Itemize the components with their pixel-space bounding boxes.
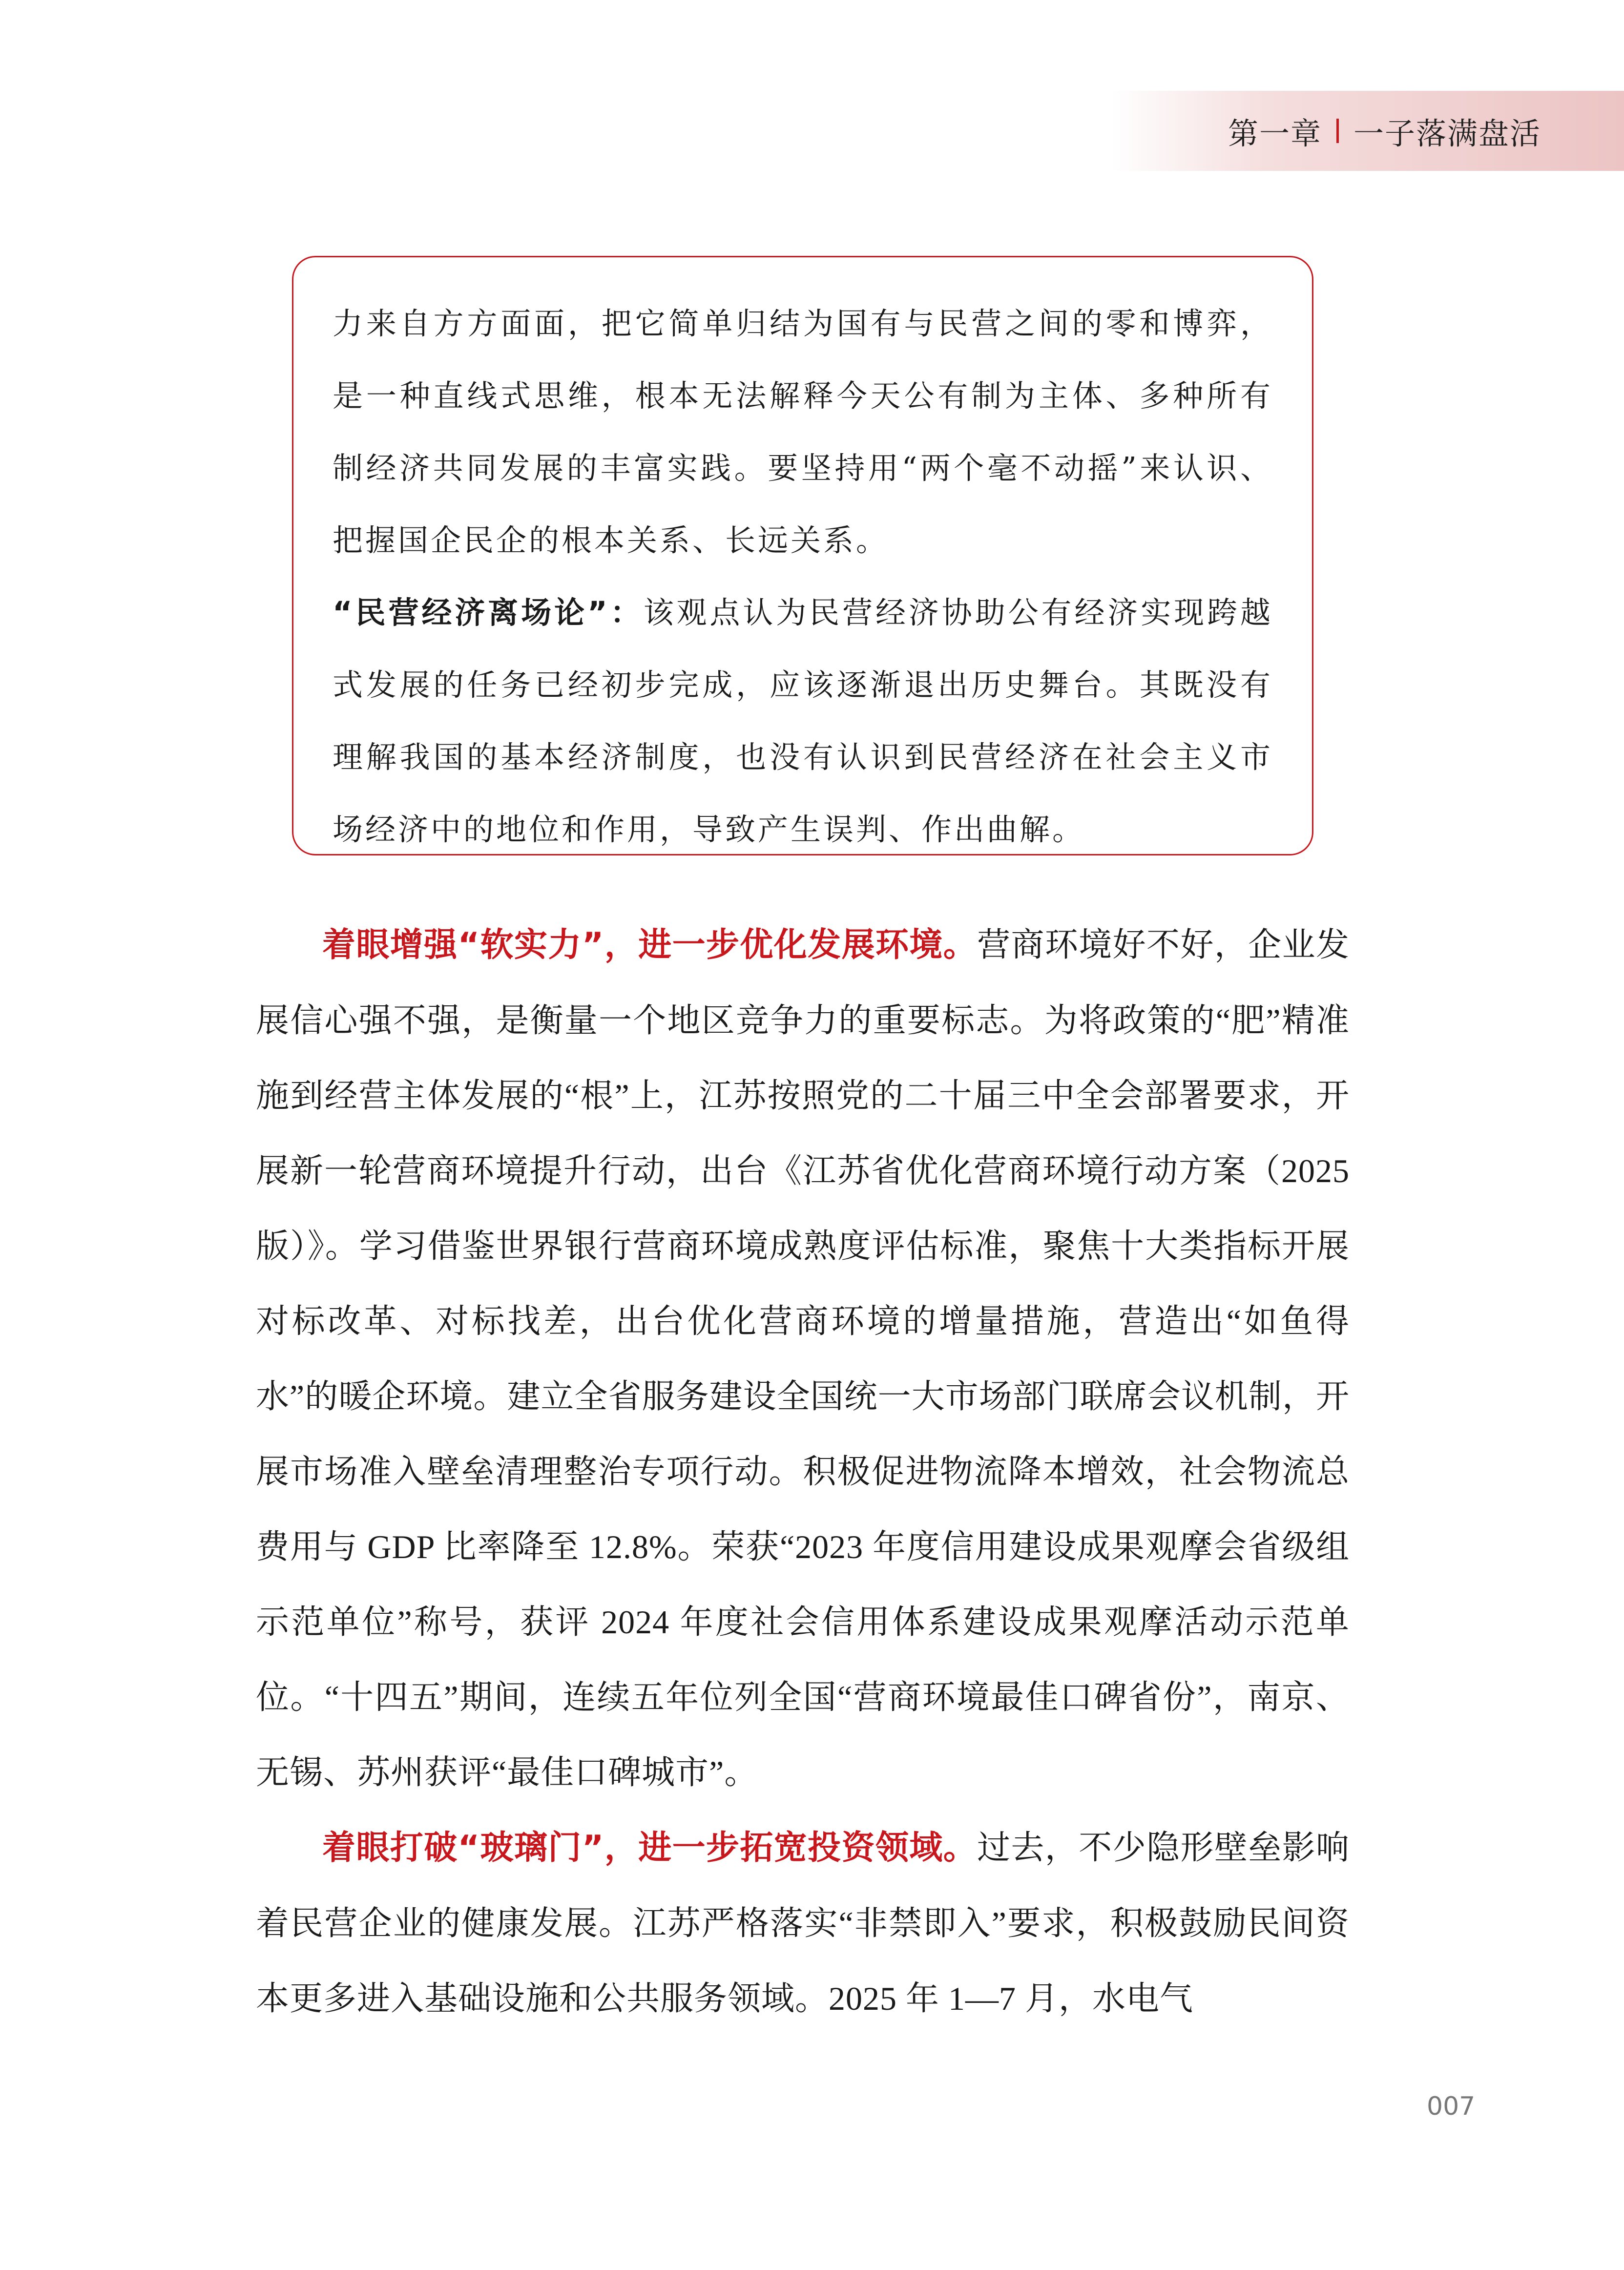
chapter-title: 一子落满盘活: [1353, 115, 1541, 151]
box-term: “民营经济离场论”：: [333, 595, 644, 630]
body-paragraph-2: [256, 1810, 1350, 2036]
paragraph-2-heading: 着眼打破“玻璃门”，进一步拓宽投资领域。: [322, 1829, 978, 1867]
body-paragraph-1: [256, 907, 1350, 1810]
paragraph-2-body: 过去，不少隐形壁垒影响着民营企业的健康发展。江苏严格落实“非禁即入”要求，积极鼓励民间资本更多进入基础设施和公共服务领域。2025 年 1—7 月，水电气: [256, 1829, 1350, 2017]
box-paragraph-1: 力来自方方面面，把它简单归结为国有与民营之间的零和博弈，是一种直线式思维，根本无法解释今天公有制为主体、多种所有制经济共同发展的丰富实践。要坚持用“两个毫不动摇”来认识、把握国企民企的根本关系、长远关系。: [333, 306, 1273, 558]
paragraph-1-heading: 着眼增强“软实力”，进一步优化发展环境。: [322, 926, 978, 964]
chapter-header: [1111, 91, 1624, 171]
body-text: [256, 907, 1350, 2036]
chapter-label: 第一章: [1228, 115, 1322, 151]
paragraph-1-body: 营商环境好不好，企业发展信心强不强，是衡量一个地区竞争力的重要标志。为将政策的“肥”精准施到经营主体发展的“根”上，江苏按照党的二十届三中全会部署要求，开展新一轮营商环境提升行动，出台《江苏省优化营商环境行动方案（2025 版）》。学习借鉴世界银行营商环境成熟度评估标准，聚焦十大类指标开展对标改革、对标找差，出台优化营商环境的增量措施，营造出“如鱼得水”的暖企环境。建立全省服务建设全国统一大市场部门联席会议机制，开展市场准入壁垒清理整治专项行动。积极促进物流降本增效，社会物流总费用与 GDP 比率降至 12.8%。荣获“2023 年度信用建设成果观摩会省级组示范单位”称号，获评 2024 年度社会信用体系建设成果观摩活动示范单位。“十四五”期间，连续五年位列全国“营商环境最佳口碑省份”，南京、无锡、苏州获评“最佳口碑城市”。: [256, 926, 1350, 1791]
box-paragraph-2: [333, 577, 1273, 866]
definition-box: [292, 256, 1313, 855]
header-separator: [1336, 119, 1339, 143]
page-number: 007: [1427, 2092, 1476, 2121]
box-term-definition: 该观点认为民营经济协助公有经济实现跨越式发展的任务已经初步完成，应该逐渐退出历史舞台。其既没有理解我国的基本经济制度，也没有认识到民营经济在社会主义市场经济中的地位和作用，导致产生误判、作出曲解。: [333, 595, 1273, 847]
